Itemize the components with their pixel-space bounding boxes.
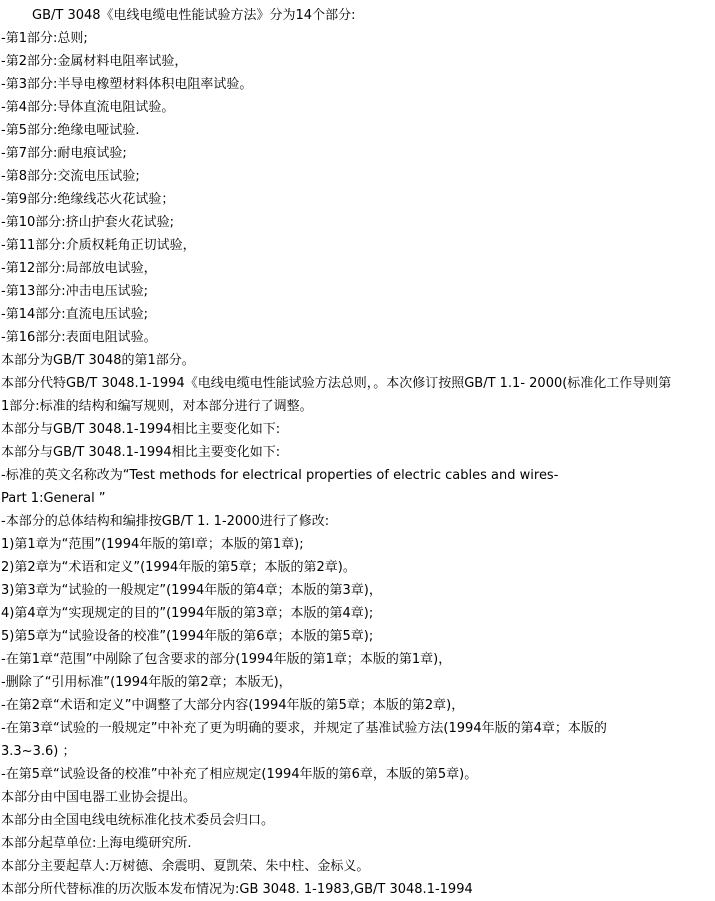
part-list-item: -第11部分:介质权耗角正切试验， [1, 238, 196, 253]
part-list-item: -第16部分:表面电阻试验。 [1, 330, 157, 345]
part-list-item: -第10部分:挤山护套火花试验; [1, 215, 174, 230]
part-list-item: -第8部分:交流电压试验; [1, 169, 140, 184]
paragraph-line: 本部分与GB/T 3048.1-1994相比主要变化如下: [1, 422, 281, 437]
part-list-item: -第1部分:总则; [1, 31, 88, 46]
part-list-item: -第14部分:直流电压试验; [1, 307, 148, 322]
part-list-item: -第9部分:绝缘线芯火花试验； [1, 192, 175, 207]
change-list-item: Part 1:General ” [1, 491, 106, 506]
paragraph-line: 本部分由中国电器工业协会提出。 [1, 790, 197, 805]
change-list-item: -标准的英文名称改为“Test methods for electrical properties of electric cables and wires- [1, 468, 559, 483]
change-list-item: -在第5章“试验设备的校准”中补充了相应规定(1994年版的第6章，本版的第5章)。 [1, 767, 478, 782]
part-list-item: -第13部分:冲击电压试验; [1, 284, 148, 299]
numbered-item: 3)第3章为“试验的一般规定”(1994年版的第4章；本版的第3章)， [1, 583, 382, 598]
paragraph-line: 1部分:标准的结构和编写规则，对本部分进行了调整。 [1, 399, 313, 414]
change-list-item: -在第1章“范围”中剐除了包含要求的部分(1994年版的第1章；本版的第1章)， [1, 652, 452, 667]
paragraph-line: 本部分主要起草人:万树德、余震明、夏凯荣、朱中柱、金标义。 [1, 859, 370, 874]
paragraph-line: 本部分为GB/T 3048的第1部分。 [1, 353, 195, 368]
change-list-item: -删除了“引用标准”(1994年版的第2章；本版无)， [1, 675, 292, 690]
part-list-item: -第7部分:耐电痕试验; [1, 146, 127, 161]
numbered-item: 2)第2章为“术语和定义”(1994年版的第5章；本版的第2章)。 [1, 560, 356, 575]
change-list-item: -在第2章“术语和定义”中调整了大部分内容(1994年版的第5章；本版的第2章)， [1, 698, 465, 713]
part-list-item: -第5部分:绝缘电哑试验. [1, 123, 140, 138]
paragraph-line: 本部分与GB/T 3048.1-1994相比主要变化如下: [1, 445, 281, 460]
change-list-item: -本部分的总体结构和编排按GB/T 1. 1-2000进行了修改: [1, 514, 330, 529]
paragraph-line: 本部分所代替标准的历次版本发布情况为:GB 3048. 1-1983,GB/T 3048.1-1994 [1, 882, 473, 897]
paragraph-line: 本部分代特GB/T 3048.1-1994《电线电缆电性能试验方法总则，。本次修订按照GB/T 1.1- 2000(标准化工作导则第 [1, 376, 672, 391]
part-list-item: -第12部分:局部放电试验， [1, 261, 157, 276]
numbered-item: 1)第1章为“范围”(1994年版的第l章；本版的第1章); [1, 537, 304, 552]
paragraph-line: 本部分起草单位:上海电缆研究所. [1, 836, 192, 851]
change-list-item: 3.3~3.6) ； [1, 744, 76, 759]
part-list-item: -第4部分:导体直流电阻试验。 [1, 100, 175, 115]
numbered-item: 4)第4章为“实现规定的目的”(1994年版的第3章；本版的第4章); [1, 606, 374, 621]
part-list-item: -第3部分:半导电橡塑材料体积电阻率试验。 [1, 77, 253, 92]
intro-line: GB/T 3048《电线电缆电性能试验方法》分为14个部分: [32, 8, 356, 23]
part-list-item: -第2部分:金属材料电阻率试验， [1, 54, 188, 69]
change-list-item: -在第3章“试验的一般规定”中补充了更为明确的要求，并规定了基准试验方法(1994年版的第4章；本版的 [1, 721, 607, 736]
paragraph-line: 本部分由全国电线电统标准化技术委员会归口。 [1, 813, 275, 828]
numbered-item: 5)第5章为“试验设备的校准”(1994年版的第6章；本版的第5章); [1, 629, 374, 644]
